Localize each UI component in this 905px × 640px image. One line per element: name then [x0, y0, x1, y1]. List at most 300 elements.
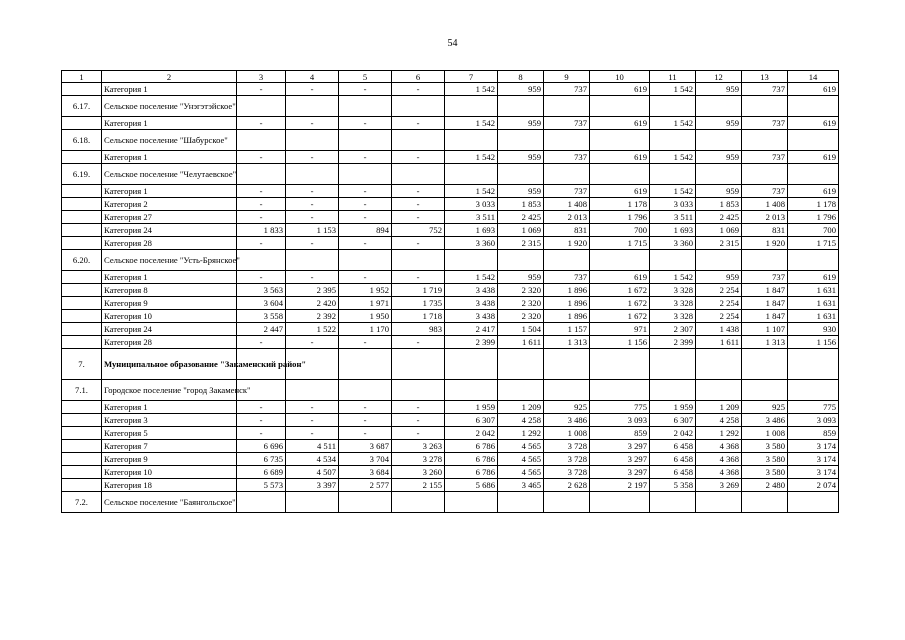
value-cell: 3 704	[339, 453, 392, 466]
table-row	[62, 336, 839, 349]
value-cell	[445, 96, 498, 117]
row-index	[62, 310, 102, 323]
table-row	[62, 466, 839, 479]
table-row	[62, 164, 839, 185]
value-cell: 737	[742, 83, 788, 96]
value-cell: 2 420	[286, 297, 339, 310]
value-cell	[590, 164, 650, 185]
value-cell: -	[392, 83, 445, 96]
value-cell: 1 522	[286, 323, 339, 336]
table-row	[62, 211, 839, 224]
value-cell: 959	[498, 151, 544, 164]
table-row	[62, 237, 839, 250]
value-cell: -	[339, 151, 392, 164]
header-cell: 2	[102, 71, 237, 83]
table-row	[62, 185, 839, 198]
value-cell: 2 254	[696, 297, 742, 310]
value-cell: 1 959	[650, 401, 696, 414]
value-cell	[392, 164, 445, 185]
value-cell: 1 313	[742, 336, 788, 349]
tariff-table	[61, 70, 839, 513]
value-cell: 1 735	[392, 297, 445, 310]
value-cell: 4 368	[696, 440, 742, 453]
value-cell: 1 069	[498, 224, 544, 237]
value-cell: -	[237, 427, 286, 440]
value-cell: 5 686	[445, 479, 498, 492]
value-cell: -	[339, 401, 392, 414]
value-cell	[650, 380, 696, 401]
row-name: Категория 28	[102, 336, 237, 349]
row-name: Сельское поселение "Баянгольское"	[102, 492, 237, 513]
value-cell: 831	[544, 224, 590, 237]
row-name: Категория 9	[102, 297, 237, 310]
header-cell: 5	[339, 71, 392, 83]
value-cell: 1 950	[339, 310, 392, 323]
table-row	[62, 130, 839, 151]
value-cell: 619	[788, 83, 839, 96]
value-cell	[590, 349, 650, 380]
value-cell: -	[339, 237, 392, 250]
value-cell: -	[237, 117, 286, 130]
row-index	[62, 440, 102, 453]
value-cell	[696, 250, 742, 271]
row-name: Категория 1	[102, 185, 237, 198]
value-cell: 1 718	[392, 310, 445, 323]
value-cell: 619	[788, 117, 839, 130]
value-cell: 6 689	[237, 466, 286, 479]
value-cell: 1 672	[590, 297, 650, 310]
value-cell: -	[339, 185, 392, 198]
value-cell: 3 260	[392, 466, 445, 479]
table-row	[62, 297, 839, 310]
value-cell: 4 511	[286, 440, 339, 453]
value-cell: -	[392, 237, 445, 250]
value-cell: 2 320	[498, 310, 544, 323]
value-cell: -	[392, 211, 445, 224]
value-cell: -	[237, 237, 286, 250]
value-cell: 1 504	[498, 323, 544, 336]
value-cell: 737	[742, 151, 788, 164]
value-cell: 1 959	[445, 401, 498, 414]
value-cell	[590, 130, 650, 151]
value-cell	[498, 349, 544, 380]
value-cell: 2 254	[696, 310, 742, 323]
value-cell: 700	[788, 224, 839, 237]
value-cell	[696, 380, 742, 401]
value-cell: 737	[742, 185, 788, 198]
value-cell: 1 209	[696, 401, 742, 414]
row-name: Категория 24	[102, 224, 237, 237]
value-cell: 1 008	[742, 427, 788, 440]
value-cell: -	[392, 427, 445, 440]
value-cell: 1 796	[590, 211, 650, 224]
row-index: 6.18.	[62, 130, 102, 151]
value-cell: -	[286, 237, 339, 250]
value-cell: 1 853	[498, 198, 544, 211]
value-cell: 959	[696, 83, 742, 96]
value-cell	[286, 130, 339, 151]
value-cell	[339, 492, 392, 513]
value-cell: 2 254	[696, 284, 742, 297]
value-cell: 6 307	[650, 414, 696, 427]
value-cell: 3 604	[237, 297, 286, 310]
value-cell: 831	[742, 224, 788, 237]
value-cell: 1 847	[742, 310, 788, 323]
header-cell: 1	[62, 71, 102, 83]
value-cell: 894	[339, 224, 392, 237]
value-cell: -	[286, 271, 339, 284]
header-cell: 3	[237, 71, 286, 83]
value-cell: 1 107	[742, 323, 788, 336]
value-cell: 1 896	[544, 284, 590, 297]
row-name: Категория 1	[102, 83, 237, 96]
value-cell: 619	[590, 117, 650, 130]
value-cell: -	[237, 414, 286, 427]
row-name: Муниципальное образование "Закаменский район"	[102, 349, 237, 380]
value-cell	[237, 164, 286, 185]
value-cell: 859	[590, 427, 650, 440]
value-cell: 1 542	[445, 271, 498, 284]
value-cell: 2 577	[339, 479, 392, 492]
value-cell	[742, 380, 788, 401]
value-cell: 619	[788, 185, 839, 198]
value-cell	[286, 250, 339, 271]
value-cell: 1 719	[392, 284, 445, 297]
value-cell: -	[392, 414, 445, 427]
value-cell: -	[237, 401, 286, 414]
row-name: Сельское поселение "Усть-Брянское"	[102, 250, 237, 271]
value-cell: 3 438	[445, 297, 498, 310]
value-cell	[650, 349, 696, 380]
value-cell: 1 542	[445, 151, 498, 164]
value-cell: 1 170	[339, 323, 392, 336]
value-cell: 1 292	[696, 427, 742, 440]
value-cell: 1 542	[650, 117, 696, 130]
value-cell: 959	[696, 271, 742, 284]
row-index	[62, 185, 102, 198]
value-cell: 971	[590, 323, 650, 336]
value-cell: -	[392, 117, 445, 130]
value-cell: 2 315	[498, 237, 544, 250]
row-name: Категория 27	[102, 211, 237, 224]
value-cell: 1 693	[650, 224, 696, 237]
value-cell	[544, 380, 590, 401]
value-cell: 3 728	[544, 466, 590, 479]
value-cell: -	[339, 271, 392, 284]
value-cell: 2 013	[742, 211, 788, 224]
value-cell: 3 728	[544, 453, 590, 466]
header-cell: 4	[286, 71, 339, 83]
table-row	[62, 83, 839, 96]
value-cell: -	[237, 336, 286, 349]
table-row	[62, 96, 839, 117]
value-cell	[498, 164, 544, 185]
value-cell: 619	[788, 271, 839, 284]
value-cell: 3 297	[590, 466, 650, 479]
row-index	[62, 237, 102, 250]
value-cell: -	[286, 117, 339, 130]
value-cell: 2 074	[788, 479, 839, 492]
value-cell	[742, 96, 788, 117]
value-cell: 6 458	[650, 440, 696, 453]
value-cell: 1 156	[590, 336, 650, 349]
value-cell: -	[286, 185, 339, 198]
value-cell: 3 563	[237, 284, 286, 297]
row-index	[62, 117, 102, 130]
value-cell	[696, 164, 742, 185]
value-cell	[544, 130, 590, 151]
value-cell	[544, 164, 590, 185]
value-cell: 1 631	[788, 297, 839, 310]
value-cell: 1 896	[544, 310, 590, 323]
value-cell: -	[339, 336, 392, 349]
row-name: Категория 9	[102, 453, 237, 466]
value-cell: 3 465	[498, 479, 544, 492]
value-cell: 3 728	[544, 440, 590, 453]
value-cell: 3 687	[339, 440, 392, 453]
value-cell	[286, 164, 339, 185]
value-cell: 3 438	[445, 310, 498, 323]
table-row	[62, 271, 839, 284]
value-cell: 1 715	[590, 237, 650, 250]
row-index: 6.20.	[62, 250, 102, 271]
value-cell	[445, 130, 498, 151]
value-cell: 2 425	[498, 211, 544, 224]
value-cell: 983	[392, 323, 445, 336]
value-cell: 3 297	[590, 440, 650, 453]
row-name: Категория 10	[102, 310, 237, 323]
value-cell: 6 458	[650, 453, 696, 466]
value-cell: 2 042	[650, 427, 696, 440]
value-cell: 2 417	[445, 323, 498, 336]
value-cell	[237, 492, 286, 513]
value-cell: 2 315	[696, 237, 742, 250]
value-cell	[788, 380, 839, 401]
value-cell	[788, 349, 839, 380]
value-cell: -	[339, 117, 392, 130]
table-row	[62, 427, 839, 440]
value-cell: 737	[544, 83, 590, 96]
value-cell: 1 847	[742, 297, 788, 310]
value-cell: -	[237, 271, 286, 284]
value-cell: 737	[544, 117, 590, 130]
value-cell	[286, 380, 339, 401]
value-cell: 1 611	[696, 336, 742, 349]
value-cell	[392, 492, 445, 513]
row-index	[62, 414, 102, 427]
table-row	[62, 310, 839, 323]
value-cell: 619	[788, 151, 839, 164]
value-cell: 3 438	[445, 284, 498, 297]
value-cell: 1 672	[590, 284, 650, 297]
row-index: 6.19.	[62, 164, 102, 185]
value-cell	[788, 164, 839, 185]
value-cell: 619	[590, 185, 650, 198]
value-cell: 1 631	[788, 310, 839, 323]
value-cell	[696, 349, 742, 380]
value-cell: 1 178	[590, 198, 650, 211]
value-cell: 6 696	[237, 440, 286, 453]
value-cell: 959	[696, 151, 742, 164]
value-cell: 4 258	[696, 414, 742, 427]
value-cell: 737	[742, 271, 788, 284]
row-name: Сельское поселение "Унэгэтэйское"	[102, 96, 237, 117]
value-cell	[696, 492, 742, 513]
table-row	[62, 250, 839, 271]
value-cell: 1 715	[788, 237, 839, 250]
value-cell	[237, 250, 286, 271]
value-cell: 2 320	[498, 297, 544, 310]
value-cell	[788, 96, 839, 117]
value-cell: 1 156	[788, 336, 839, 349]
value-cell: 4 368	[696, 466, 742, 479]
value-cell: -	[392, 198, 445, 211]
value-cell: 3 511	[650, 211, 696, 224]
value-cell	[788, 130, 839, 151]
row-index	[62, 83, 102, 96]
row-index	[62, 466, 102, 479]
value-cell: 2 042	[445, 427, 498, 440]
value-cell: 737	[544, 185, 590, 198]
value-cell: -	[339, 83, 392, 96]
value-cell: 3 174	[788, 453, 839, 466]
value-cell	[339, 130, 392, 151]
value-cell: 2 395	[286, 284, 339, 297]
value-cell: 2 197	[590, 479, 650, 492]
row-name: Категория 5	[102, 427, 237, 440]
row-name: Категория 1	[102, 401, 237, 414]
value-cell	[742, 349, 788, 380]
table-row	[62, 151, 839, 164]
value-cell	[650, 250, 696, 271]
value-cell	[742, 250, 788, 271]
value-cell: 3 093	[590, 414, 650, 427]
value-cell: 1 693	[445, 224, 498, 237]
value-cell: -	[339, 211, 392, 224]
value-cell	[788, 492, 839, 513]
value-cell: 959	[498, 117, 544, 130]
value-cell	[498, 250, 544, 271]
table-row	[62, 198, 839, 211]
value-cell: 1 920	[742, 237, 788, 250]
value-cell: 3 093	[788, 414, 839, 427]
value-cell	[392, 130, 445, 151]
value-cell	[650, 130, 696, 151]
table-row	[62, 117, 839, 130]
value-cell: 959	[498, 83, 544, 96]
value-cell	[339, 164, 392, 185]
value-cell: 1 542	[445, 117, 498, 130]
table-row	[62, 401, 839, 414]
value-cell: -	[392, 151, 445, 164]
value-cell	[339, 380, 392, 401]
header-cell: 13	[742, 71, 788, 83]
value-cell: 2 392	[286, 310, 339, 323]
value-cell: 2 320	[498, 284, 544, 297]
value-cell: 3 397	[286, 479, 339, 492]
value-cell: 1 157	[544, 323, 590, 336]
row-name: Категория 1	[102, 117, 237, 130]
table-row	[62, 479, 839, 492]
value-cell	[590, 96, 650, 117]
value-cell: 1 672	[590, 310, 650, 323]
table-row	[62, 349, 839, 380]
value-cell	[392, 96, 445, 117]
value-cell: 959	[696, 185, 742, 198]
value-cell	[742, 130, 788, 151]
row-name: Категория 10	[102, 466, 237, 479]
value-cell: 3 328	[650, 284, 696, 297]
value-cell: 3 580	[742, 466, 788, 479]
value-cell	[237, 96, 286, 117]
value-cell: 859	[788, 427, 839, 440]
table-row	[62, 284, 839, 297]
value-cell	[498, 492, 544, 513]
header-row	[62, 71, 839, 83]
value-cell: 4 368	[696, 453, 742, 466]
value-cell: 1 542	[445, 185, 498, 198]
value-cell: 3 328	[650, 310, 696, 323]
row-index	[62, 284, 102, 297]
value-cell: 1 209	[498, 401, 544, 414]
value-cell	[339, 349, 392, 380]
value-cell: 3 263	[392, 440, 445, 453]
value-cell: 2 399	[445, 336, 498, 349]
value-cell	[498, 380, 544, 401]
value-cell: 1 796	[788, 211, 839, 224]
value-cell	[339, 250, 392, 271]
value-cell	[286, 492, 339, 513]
value-cell: 3 360	[445, 237, 498, 250]
header-cell: 10	[590, 71, 650, 83]
value-cell: 1 631	[788, 284, 839, 297]
value-cell: -	[392, 271, 445, 284]
value-cell: 2 155	[392, 479, 445, 492]
row-index	[62, 401, 102, 414]
row-index	[62, 224, 102, 237]
value-cell: 1 438	[696, 323, 742, 336]
value-cell	[392, 250, 445, 271]
value-cell: 1 008	[544, 427, 590, 440]
row-name: Сельское поселение "Челутаевское"	[102, 164, 237, 185]
value-cell: -	[237, 83, 286, 96]
header-cell: 11	[650, 71, 696, 83]
value-cell: 3 174	[788, 466, 839, 479]
value-cell: 925	[742, 401, 788, 414]
value-cell	[445, 349, 498, 380]
row-name: Категория 28	[102, 237, 237, 250]
value-cell: 5 358	[650, 479, 696, 492]
value-cell: 1 178	[788, 198, 839, 211]
row-name: Категория 1	[102, 271, 237, 284]
value-cell: 5 573	[237, 479, 286, 492]
value-cell: 1 408	[544, 198, 590, 211]
row-name: Категория 24	[102, 323, 237, 336]
value-cell: -	[286, 198, 339, 211]
value-cell: 3 297	[590, 453, 650, 466]
value-cell: -	[286, 427, 339, 440]
value-cell: 737	[742, 117, 788, 130]
value-cell: 2 013	[544, 211, 590, 224]
row-index	[62, 198, 102, 211]
row-index	[62, 479, 102, 492]
value-cell: 1 542	[650, 151, 696, 164]
value-cell: 1 952	[339, 284, 392, 297]
value-cell	[544, 250, 590, 271]
value-cell: 6 786	[445, 466, 498, 479]
value-cell: 1 611	[498, 336, 544, 349]
value-cell: 1 153	[286, 224, 339, 237]
